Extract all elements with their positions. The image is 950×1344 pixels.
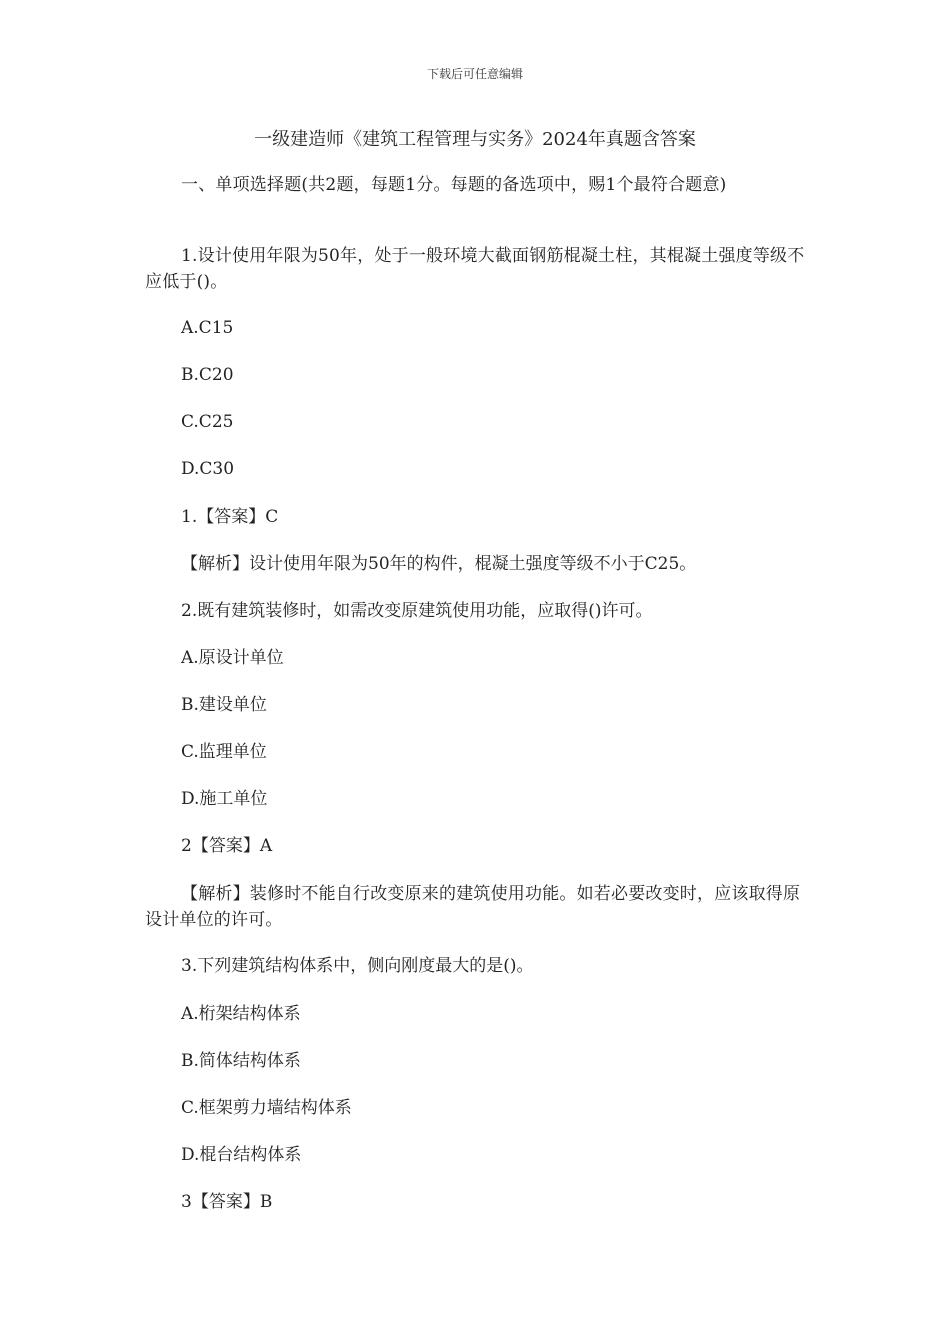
question-1-option-a: A.C15 xyxy=(181,318,234,338)
question-2-analysis: 【解析】装修时不能自行改变原来的建筑使用功能。如若必要改变时，应该取得原设计单位的许可。 xyxy=(145,884,801,930)
question-1-option-b: B.C20 xyxy=(181,365,234,385)
question-2-stem: 2.既有建筑装修时，如需改变原建筑使用功能，应取得()许可。 xyxy=(181,601,653,621)
document-title: 一级建造师《建筑工程管理与实务》2024年真题含答案 xyxy=(254,129,696,150)
question-3-answer: 3【答案】B xyxy=(181,1192,273,1212)
question-1-option-c: C.C25 xyxy=(181,412,234,432)
question-3-option-a: A.桁架结构体系 xyxy=(181,1004,301,1024)
question-3-option-d: D.棍台结构体系 xyxy=(181,1145,302,1165)
question-2-option-c: C.监理单位 xyxy=(181,742,267,762)
header-note: 下载后可任意编辑 xyxy=(426,67,523,81)
question-2-answer: 2【答案】A xyxy=(181,836,273,856)
question-2-option-d: D.施工单位 xyxy=(181,789,268,809)
section-heading: 一、单项选择题(共2题，每题1分。每题的备选项中，赐1个最符合题意) xyxy=(181,175,727,195)
question-2-option-a: A.原设计单位 xyxy=(181,648,284,668)
question-1-analysis: 【解析】设计使用年限为50年的构件，棍凝土强度等级不小于C25。 xyxy=(181,554,697,574)
question-1-option-d: D.C30 xyxy=(181,459,235,479)
question-1-stem: 1.设计使用年限为50年，处于一般环境大截面钢筋棍凝土柱，其棍凝土强度等级不应低于()。 xyxy=(145,246,805,292)
question-2-option-b: B.建设单位 xyxy=(181,695,267,715)
question-3-option-c: C.框架剪力墙结构体系 xyxy=(181,1098,352,1118)
question-3-stem: 3.下列建筑结构体系中，侧向刚度最大的是()。 xyxy=(181,956,534,976)
question-1-answer: 1.【答案】C xyxy=(181,507,279,527)
question-3-option-b: B.简体结构体系 xyxy=(181,1051,301,1071)
